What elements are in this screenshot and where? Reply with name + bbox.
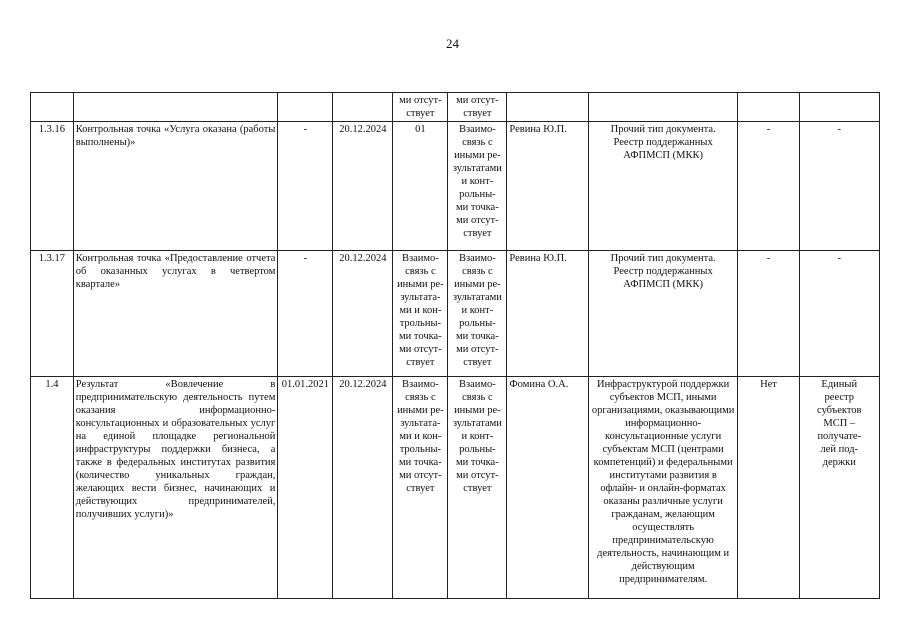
cell-relation-2: ми отсут- ствует bbox=[448, 93, 507, 122]
continuation-row bbox=[31, 93, 880, 122]
cell-name: Контрольная точка «Предоставление отчета об оказанных услугах в четвертом квартале» bbox=[73, 251, 278, 377]
page-number: 24 bbox=[446, 36, 459, 51]
cell-relation-1: ми отсут- ствует bbox=[393, 93, 448, 122]
cell-name: Контрольная точка «Услуга оказана (работы выполнены)» bbox=[73, 122, 278, 251]
cell-document: Прочий тип документа. Реестр поддержанных АФПМСП (МКК) bbox=[588, 251, 738, 377]
cell-source bbox=[799, 93, 879, 122]
cell-flag: Нет bbox=[738, 377, 799, 599]
cell-relation-2: Взаимо- связь с иными ре- зультатами и конт- рольны- ми точка- ми отсут- ствует bbox=[448, 377, 507, 599]
cell-source: - bbox=[799, 251, 879, 377]
cell-relation-1: Взаимо- связь с иными ре- зультата- ми и кон- трольны- ми точка- ми отсут- ствует bbox=[393, 251, 448, 377]
cell-start: - bbox=[278, 122, 333, 251]
cell-document: Инфраструктурой поддержки субъектов МСП, иными организациями, оказывающими информационно-консультационные услуги субъектам МСП (центрами компетенций) и федеральными институтами развития в офлайн- и онлайн-форматах оказаны различные услуги гражданам, желающим осуществлять предпринимательскую деятельность, начинающим и действующим предпринимателям. bbox=[588, 377, 738, 599]
cell-start bbox=[278, 93, 333, 122]
cell-end: 20.12.2024 bbox=[333, 251, 393, 377]
cell-num: 1.3.17 bbox=[31, 251, 74, 377]
cell-start: - bbox=[278, 251, 333, 377]
cell-start: 01.01.2021 bbox=[278, 377, 333, 599]
cell-end: 20.12.2024 bbox=[333, 377, 393, 599]
cell-document bbox=[588, 93, 738, 122]
cell-num: 1.4 bbox=[31, 377, 74, 599]
cell-source: Единый реестр субъектов МСП – получате- лей под- держки bbox=[799, 377, 879, 599]
cell-responsible bbox=[507, 93, 588, 122]
table-row bbox=[31, 122, 880, 251]
cell-relation-2: Взаимо- связь с иными ре- зультатами и конт- рольны- ми точка- ми отсут- ствует bbox=[448, 122, 507, 251]
cell-num bbox=[31, 93, 74, 122]
cell-source: - bbox=[799, 122, 879, 251]
cell-end: 20.12.2024 bbox=[333, 122, 393, 251]
cell-name: Результат «Вовлечение в предпринимательскую деятельность путем оказания информационно-консультационных и образовательных услуг на единой площадке региональной инфраструктуры поддержки бизнеса, а также в федеральных институтах развития (количество уникальных граждан, желающих вести бизнес, начинающих и действующих предпринимателей, получивших услуги)» bbox=[73, 377, 278, 599]
cell-flag bbox=[738, 93, 799, 122]
cell-responsible: Фомина О.А. bbox=[507, 377, 588, 599]
table-row bbox=[31, 251, 880, 377]
cell-responsible: Ревина Ю.П. bbox=[507, 122, 588, 251]
cell-relation-1: Взаимо- связь с иными ре- зультата- ми и кон- трольны- ми точка- ми отсут- ствует bbox=[393, 377, 448, 599]
cell-end bbox=[333, 93, 393, 122]
cell-document: Прочий тип документа. Реестр поддержанных АФПМСП (МКК) bbox=[588, 122, 738, 251]
cell-flag: - bbox=[738, 122, 799, 251]
cell-name bbox=[73, 93, 278, 122]
cell-num: 1.3.16 bbox=[31, 122, 74, 251]
cell-relation-2: Взаимо- связь с иными ре- зультатами и конт- рольны- ми точка- ми отсут- ствует bbox=[448, 251, 507, 377]
cell-relation-1: 01 bbox=[393, 122, 448, 251]
plan-table bbox=[30, 92, 880, 599]
table-row bbox=[31, 377, 880, 599]
cell-responsible: Ревина Ю.П. bbox=[507, 251, 588, 377]
cell-flag: - bbox=[738, 251, 799, 377]
